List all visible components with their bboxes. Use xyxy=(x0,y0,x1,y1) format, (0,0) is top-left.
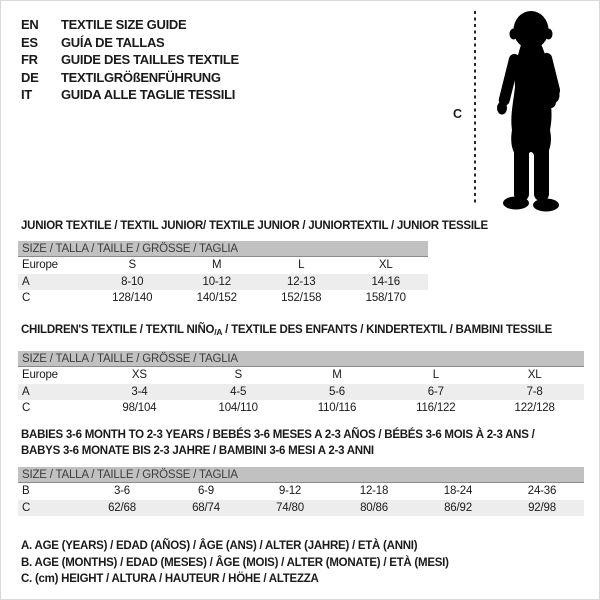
table-row-europe xyxy=(18,257,428,274)
children-title-suffix: / TEXTILE DES ENFANTS / KINDERTEXTIL / BAMBINI TESSILE xyxy=(222,324,553,336)
table-row-europe xyxy=(18,367,584,384)
language-item-en xyxy=(21,16,239,34)
value-cell: 92/98 xyxy=(528,501,556,514)
babies-title-line2: BABYS 3-6 MONATE BIS 2-3 JAHRE / BAMBINI 3-6 MESI A 2-3 ANNI xyxy=(21,445,374,457)
value-cell: 3-4 xyxy=(131,385,148,398)
value-cell: 128/140 xyxy=(112,292,153,305)
language-list xyxy=(21,16,239,104)
value-cell: 122/128 xyxy=(514,402,555,415)
value-cell: 7-8 xyxy=(526,385,543,398)
value-cell: 12-13 xyxy=(287,275,316,288)
height-measure-label: C xyxy=(453,107,463,121)
size-cell: M xyxy=(332,369,342,382)
value-cell: 116/122 xyxy=(416,402,456,415)
language-label: GUIDA ALLE TAGLIE TESSILI xyxy=(61,87,236,103)
value-cell: 3-6 xyxy=(113,485,131,498)
table-row-months xyxy=(18,483,584,500)
value-cell: 68/74 xyxy=(192,501,220,514)
value-cell: 9-12 xyxy=(278,485,302,498)
language-code: FR xyxy=(21,52,38,68)
size-header-band: SIZE / TALLA / TAILLE / GRÖSSE / TAGLIA xyxy=(18,351,584,367)
toddler-silhouette-icon xyxy=(484,9,576,215)
value-cell: 104/110 xyxy=(218,402,258,415)
children-title-subscript: /A xyxy=(214,327,223,337)
language-label: TEXTILGRÖßENFÜHRUNG xyxy=(61,69,221,85)
children-title-prefix: CHILDREN'S TEXTILE / TEXTIL NIÑO xyxy=(21,324,215,336)
value-cell: 158/170 xyxy=(365,292,406,305)
row-label: C xyxy=(22,292,31,305)
table-row-height xyxy=(18,400,584,417)
row-label: C xyxy=(22,402,31,415)
value-cell: 140/152 xyxy=(196,292,237,305)
footnote-age-years: A. AGE (YEARS) / EDAD (AÑOS) / ÂGE (ANS) / ALTER (JAHRE) / ETÀ (ANNI) xyxy=(21,540,418,553)
row-label: A xyxy=(22,385,30,398)
value-cell: 98/104 xyxy=(122,402,157,415)
babies-table-title xyxy=(21,427,535,459)
value-cell: 18-24 xyxy=(443,485,473,498)
value-cell: 10-12 xyxy=(202,275,231,288)
language-item-es xyxy=(21,34,239,52)
children-table xyxy=(18,351,584,417)
size-header-band: SIZE / TALLA / TAILLE / GRÖSSE / TAGLIA xyxy=(18,241,428,257)
value-cell: 5-6 xyxy=(328,385,345,398)
language-label: GUÍA DE TALLAS xyxy=(61,34,165,50)
babies-title-line1: BABIES 3-6 MONTH TO 2-3 YEARS / BEBÉS 3-6 MESES A 2-3 AÑOS / BÉBÉS 3-6 MOIS À 2-3 ANS / xyxy=(21,429,535,441)
footnote-legend xyxy=(21,538,449,588)
row-label: C xyxy=(22,501,31,514)
value-cell: 86/92 xyxy=(444,501,472,514)
table-row-age xyxy=(18,274,428,291)
size-header-band: SIZE / TALLA / TAILLE / GRÖSSE / TAGLIA xyxy=(18,467,584,483)
value-cell: 6-9 xyxy=(197,485,215,498)
size-cell: S xyxy=(234,369,242,382)
value-cell: 24-36 xyxy=(527,485,557,498)
row-label: Europe xyxy=(22,369,58,382)
size-cell: M xyxy=(212,259,222,272)
row-label: Europe xyxy=(22,259,58,272)
size-cell: S xyxy=(128,259,136,272)
language-code: DE xyxy=(21,69,39,85)
value-cell: 6-7 xyxy=(427,385,444,398)
size-cell: XS xyxy=(131,369,147,382)
value-cell: 12-18 xyxy=(359,485,389,498)
value-cell: 110/116 xyxy=(317,402,357,415)
row-label: B xyxy=(22,485,30,498)
junior-table-title: JUNIOR TEXTILE / TEXTIL JUNIOR/ TEXTILE JUNIOR / JUNIORTEXTIL / JUNIOR TESSILE xyxy=(21,220,488,232)
language-code: EN xyxy=(21,17,39,33)
value-cell: 80/86 xyxy=(360,501,388,514)
language-item-de xyxy=(21,69,239,87)
size-cell: L xyxy=(298,259,305,272)
size-cell: XL xyxy=(527,369,542,382)
language-item-fr xyxy=(21,51,239,69)
table-row-height xyxy=(18,290,428,307)
language-item-it xyxy=(21,86,239,104)
value-cell: 4-5 xyxy=(230,385,247,398)
language-code: ES xyxy=(21,34,38,50)
footnote-height: C. (cm) HEIGHT / ALTURA / HAUTEUR / HÖHE / ALTEZZA xyxy=(21,573,319,586)
height-measure-line xyxy=(474,11,476,206)
children-table-title xyxy=(21,324,552,337)
language-code: IT xyxy=(21,87,32,103)
value-cell: 74/80 xyxy=(276,501,304,514)
table-row-height xyxy=(18,500,584,517)
language-label: GUIDE DES TAILLES TEXTILE xyxy=(61,52,239,68)
babies-table xyxy=(18,467,584,516)
size-cell: L xyxy=(432,369,439,382)
size-cell: XL xyxy=(378,259,393,272)
junior-table xyxy=(18,241,428,307)
language-label: TEXTILE SIZE GUIDE xyxy=(61,17,187,33)
value-cell: 14-16 xyxy=(371,275,400,288)
footnote-age-months: B. AGE (MONTHS) / EDAD (MESES) / ÂGE (MOIS) / ALTER (MONATE) / ETÀ (MESI) xyxy=(21,556,449,569)
value-cell: 152/158 xyxy=(281,292,322,305)
row-label: A xyxy=(22,275,30,288)
value-cell: 62/68 xyxy=(108,501,136,514)
table-row-age xyxy=(18,384,584,401)
value-cell: 8-10 xyxy=(121,275,144,288)
